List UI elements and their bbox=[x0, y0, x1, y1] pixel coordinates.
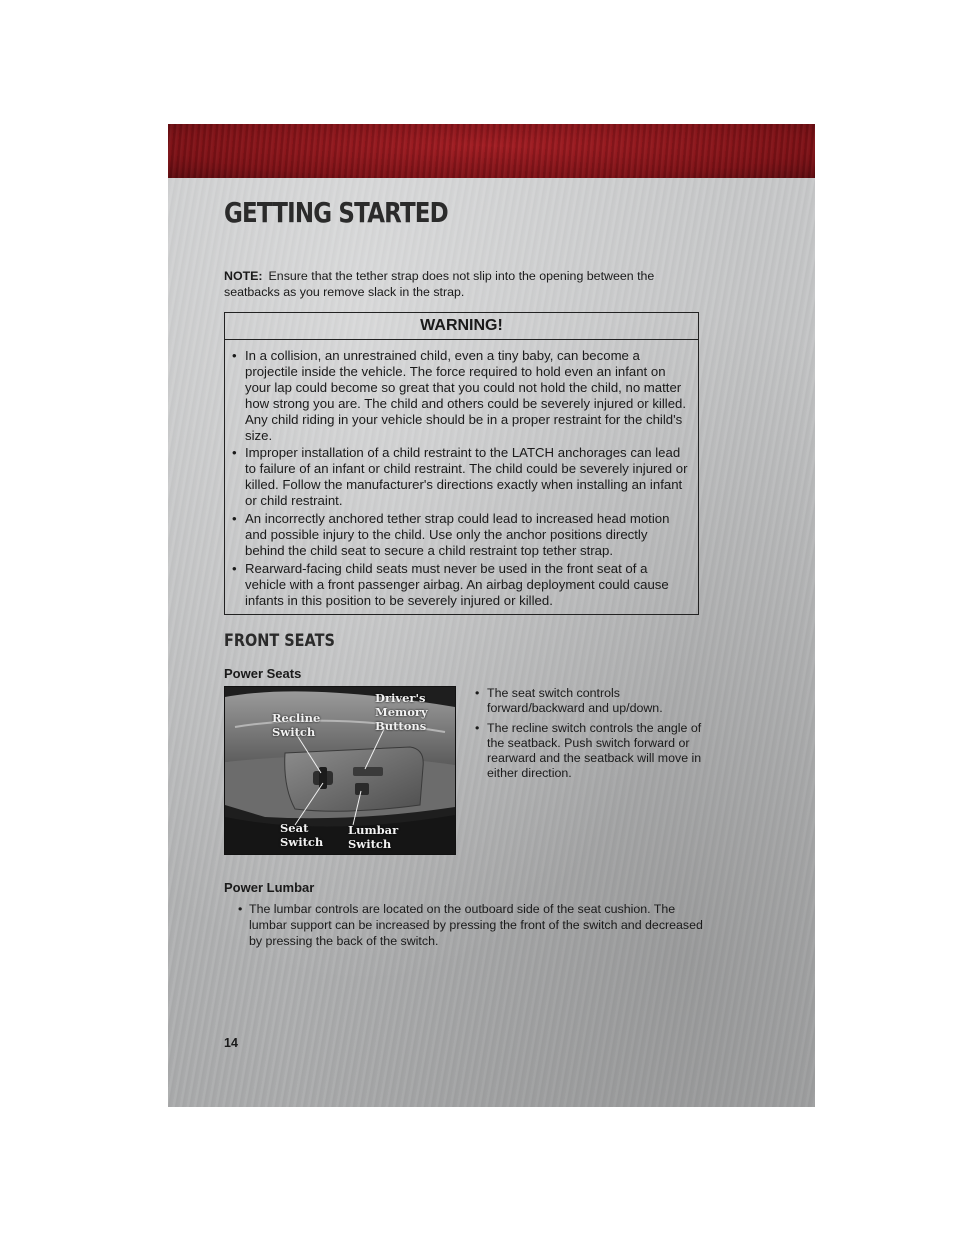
subheading-power-seats: Power Seats bbox=[224, 666, 302, 681]
warning-heading: WARNING! bbox=[225, 313, 698, 340]
list-item: • The seat switch controls forward/backward and up/down. bbox=[487, 686, 719, 716]
recline-switch-label: Recline Switch bbox=[272, 711, 321, 739]
power-seats-bullets bbox=[474, 686, 719, 786]
memory-buttons-label: Driver's Memory Buttons bbox=[375, 691, 428, 733]
warning-item: • Rearward-facing child seats must never be used in the front seat of a vehicle with a front passenger airbag. An airbag deployment could cause infants in this position to be severely injured or killed. bbox=[245, 561, 690, 609]
note-label: NOTE: bbox=[224, 269, 263, 283]
warning-box bbox=[224, 312, 699, 615]
list-item: • The recline switch controls the angle of the seatback. Push switch forward or rearward and the seatback will move in either direction. bbox=[487, 721, 719, 781]
warning-item: • An incorrectly anchored tether strap could lead to increased head motion and possible injury to the child. Use only the anchor positions directly behind the child seat to secure a child restraint top tether strap. bbox=[245, 511, 690, 559]
manual-page bbox=[168, 124, 815, 1107]
note-paragraph bbox=[224, 268, 694, 300]
seat-controls-photo bbox=[224, 686, 456, 855]
note-text: Ensure that the tether strap does not slip into the opening between the seatbacks as you remove slack in the strap. bbox=[224, 269, 655, 299]
section-heading-front-seats: FRONT SEATS bbox=[224, 631, 335, 651]
header-banner bbox=[168, 124, 815, 178]
warning-item: • In a collision, an unrestrained child, even a tiny baby, can become a projectile inside the vehicle. The force required to hold even an infant on your lap could become so great that you could not hold the child, no matter how strong you are. The child and others could be severely injured or killed. Any child riding in your vehicle should be in a proper restraint for the child's size. bbox=[245, 348, 690, 443]
page-number: 14 bbox=[224, 1036, 238, 1050]
lumbar-switch-label: Lumbar Switch bbox=[348, 823, 399, 851]
power-lumbar-bullets bbox=[249, 901, 704, 949]
subheading-power-lumbar: Power Lumbar bbox=[224, 880, 315, 895]
warning-list bbox=[225, 340, 698, 609]
list-item: • The lumbar controls are located on the outboard side of the seat cushion. The lumbar support can be increased by pressing the front of the switch and decreased by pressing the back of the switch. bbox=[249, 901, 704, 949]
seat-switch-label: Seat Switch bbox=[280, 821, 324, 849]
warning-item: • Improper installation of a child restraint to the LATCH anchorages can lead to failure of an infant or child restraint. The child could be severely injured or killed. Follow the manufacturer's directions exactly when installing an infant or child restraint. bbox=[245, 445, 690, 509]
page-title: GETTING STARTED bbox=[224, 196, 448, 229]
